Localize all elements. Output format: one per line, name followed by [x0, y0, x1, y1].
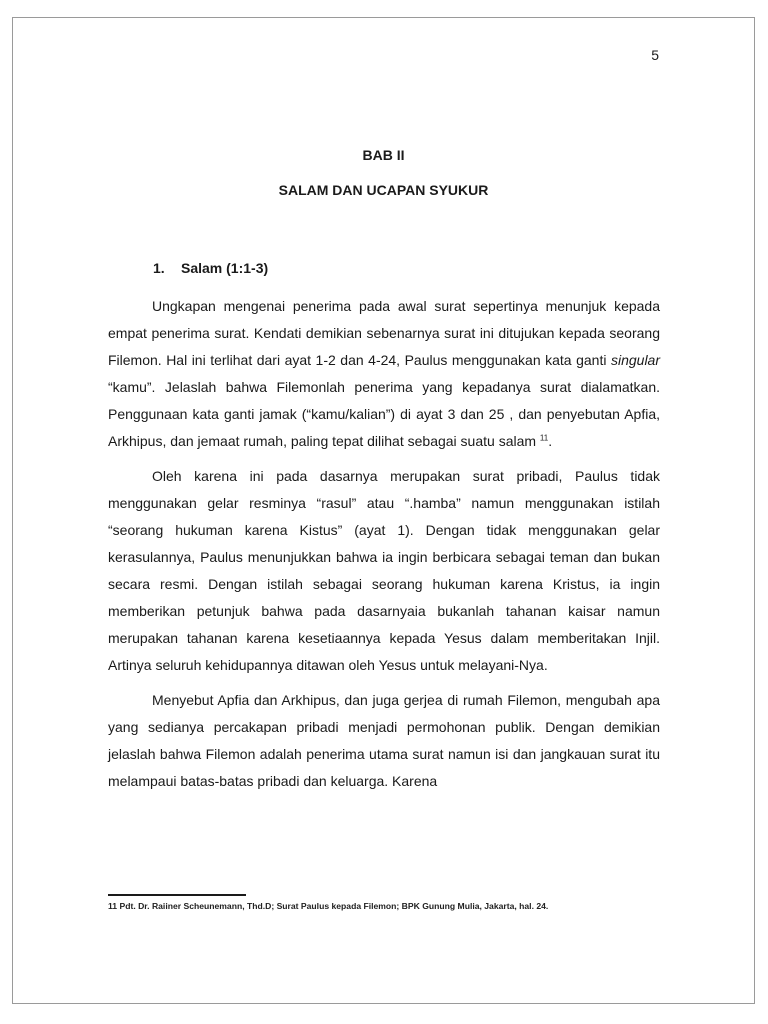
footnote-separator — [108, 894, 246, 896]
section-title: Salam (1:1-3) — [181, 260, 269, 276]
paragraph-1-italic-term: singular — [610, 352, 660, 368]
section-heading — [153, 260, 268, 276]
section-number: 1. — [153, 260, 165, 276]
page-number: 5 — [651, 47, 659, 63]
chapter-title: SALAM DAN UCAPAN SYUKUR — [278, 182, 489, 198]
footnote-text: 11 Pdt. Dr. Raiiner Scheunemann, Thd.D; Surat Paulus kepada Filemon; BPK Gunung Mulia, Jakarta, hal. 24. — [108, 901, 549, 911]
paragraph-1-end: . — [548, 433, 553, 449]
paragraph-2: Oleh karena ini pada dasarnya merupakan surat pribadi, Paulus tidak menggunakan gelar resminya “rasul” atau “.hamba” namun menggunakan istilah “seorang hukuman karena Kistus” (ayat 1). Dengan tidak menggunakan gelar kerasulannya, Paulus menunjukkan bahwa ia ingin berbicara sebagai teman dan bukan secara resmi. Dengan istilah sebagai seorang hukuman karena Kristus, ia ingin memberikan petunjuk bahwa pada dasarnyaia bukanlah tahanan kaisar namun merupakan tahanan karena kesetiaannya kepada Yesus dalam memberitakan Injil. Artinya seluruh kehidupannya ditawan oleh Yesus untuk melayani-Nya. — [108, 468, 660, 673]
paragraph-1-text-b: “kamu”. Jelaslah bahwa Filemonlah penerima yang kepadanya surat dialamatkan. Penggunaan kata ganti jamak (“kamu/kalian”) di ayat 3 dan 25 , dan penyebutan Apfia, Arkhipus, dan jemaat rumah, paling tepat dilihat sebagai suatu salam — [108, 379, 660, 449]
paragraph-1-text-a: Ungkapan mengenai penerima pada awal surat sepertinya menunjuk kepada empat penerima surat. Kendati demikian sebenarnya surat ini ditujukan kepada seorang Filemon. Hal ini terlihat dari ayat 1-2 dan 4-24, Paulus menggunakan kata ganti — [108, 298, 660, 368]
body-text — [108, 293, 660, 803]
document-page — [12, 17, 755, 1004]
paragraph-1 — [108, 293, 660, 455]
chapter-heading: BAB II — [362, 147, 405, 163]
footnote-reference[interactable]: 11 — [539, 433, 549, 443]
paragraph-3: Menyebut Apfia dan Arkhipus, dan juga gerjea di rumah Filemon, mengubah apa yang sedianya percakapan pribadi menjadi permohonan publik. Dengan demikian jelaslah bahwa Filemon adalah penerima utama surat namun isi dan jangkauan surat itu melampaui batas-batas pribadi dan keluarga. Karena — [108, 692, 660, 789]
